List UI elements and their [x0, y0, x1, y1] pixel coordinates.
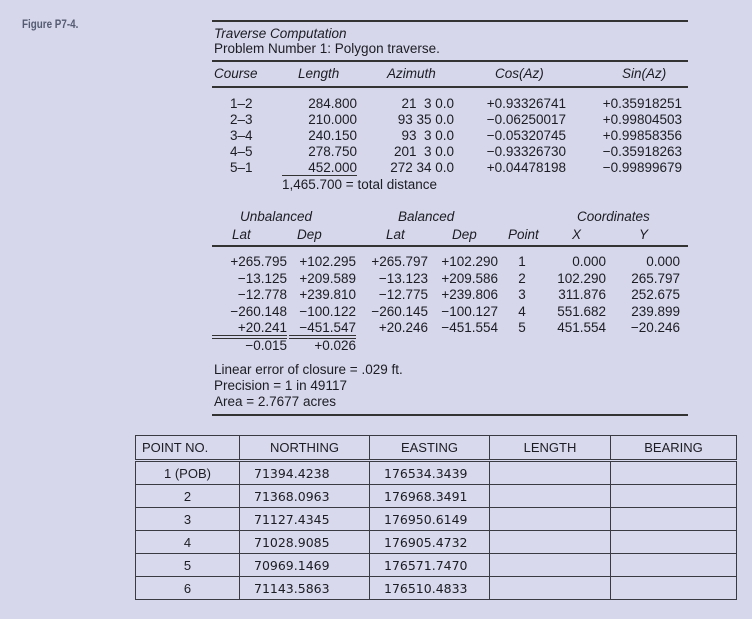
course-cos: −0.93326730 — [486, 144, 566, 159]
unbalanced-dep: +239.810 — [299, 287, 356, 302]
point-number: 1 — [518, 254, 526, 269]
table-row — [136, 554, 737, 577]
course-label: 2–3 — [230, 112, 253, 127]
table-row — [136, 508, 737, 531]
northing-cell: 70969.1469 — [240, 554, 370, 577]
group-balanced: Balanced — [398, 209, 455, 224]
balanced-lat: +265.797 — [371, 254, 428, 269]
unbalanced-lat: −260.148 — [230, 303, 287, 319]
unbalanced-lat: −13.125 — [237, 270, 287, 286]
lat-dep-rule — [212, 245, 688, 247]
unbalanced-lat: −12.778 — [237, 287, 287, 302]
bearing-cell — [611, 554, 737, 577]
sub-header-balanced-lat: Lat — [386, 227, 405, 242]
point-no-cell: 5 — [136, 554, 240, 577]
bearing-cell — [611, 508, 737, 531]
header-northing: NORTHING — [240, 436, 370, 461]
col-header-azimuth: Azimuth — [387, 66, 436, 81]
point-no-cell: 1 (POB) — [136, 461, 240, 485]
bearing-cell — [611, 531, 737, 554]
course-sin: +0.35918251 — [602, 96, 682, 111]
course-azimuth: 93 3 0.0 — [401, 128, 454, 143]
course-azimuth: 201 3 0.0 — [393, 144, 454, 159]
northing-cell: 71368.0963 — [240, 485, 370, 508]
easting-cell: 176571.7470 — [370, 554, 490, 577]
length-cell — [490, 554, 611, 577]
coord-y: 265.797 — [631, 270, 680, 286]
coord-y: 239.899 — [631, 303, 680, 319]
point-no-cell: 4 — [136, 531, 240, 554]
course-azimuth: 21 3 0.0 — [401, 96, 454, 111]
coord-y: −20.246 — [630, 320, 680, 335]
course-label: 3–4 — [230, 128, 253, 143]
bearing-cell — [611, 461, 737, 485]
bearing-cell — [611, 577, 737, 600]
col-header-course: Course — [214, 66, 258, 81]
coord-y: 252.675 — [631, 287, 680, 302]
traverse-title: Traverse Computation — [214, 26, 347, 41]
header-bearing: BEARING — [611, 436, 737, 461]
course-label: 5–1 — [230, 160, 253, 175]
table-row — [136, 531, 737, 554]
balanced-lat: −12.775 — [378, 287, 428, 302]
sum-dep: +0.026 — [289, 338, 356, 353]
easting-cell: 176968.3491 — [370, 485, 490, 508]
sub-header-dep: Dep — [297, 227, 322, 242]
coord-y: 0.000 — [646, 254, 680, 269]
course-label: 4–5 — [230, 144, 253, 159]
coord-x: 102.290 — [557, 270, 606, 286]
point-number: 3 — [518, 287, 526, 302]
unbalanced-dep: +209.589 — [299, 270, 356, 286]
course-sin: +0.99858356 — [602, 128, 682, 143]
course-length: 284.800 — [308, 96, 357, 111]
group-unbalanced: Unbalanced — [240, 209, 313, 224]
northing-cell: 71143.5863 — [240, 577, 370, 600]
course-sin: −0.35918263 — [602, 144, 682, 159]
unbalanced-dep: −451.547 — [289, 321, 356, 336]
balanced-dep: −451.554 — [441, 320, 498, 335]
course-sin: −0.99899679 — [602, 160, 682, 175]
bottom-rule — [212, 414, 688, 416]
header-rule-bottom — [212, 86, 688, 88]
balanced-dep: −100.127 — [441, 303, 498, 319]
point-no-cell: 6 — [136, 577, 240, 600]
northing-cell: 71127.4345 — [240, 508, 370, 531]
top-rule — [212, 20, 688, 22]
point-number: 4 — [518, 303, 526, 319]
sub-header-lat: Lat — [232, 227, 251, 242]
course-label: 1–2 — [230, 96, 253, 111]
course-cos: +0.04478198 — [486, 160, 566, 175]
group-coordinates: Coordinates — [577, 209, 650, 224]
total-distance: 1,465.700 = total distance — [282, 177, 437, 192]
unbalanced-dep: +102.295 — [299, 254, 356, 269]
easting-cell: 176950.6149 — [370, 508, 490, 531]
course-length: 240.150 — [308, 128, 357, 143]
point-number: 2 — [518, 270, 526, 286]
course-cos: +0.93326741 — [486, 96, 566, 111]
course-length: 278.750 — [308, 144, 357, 159]
col-header-sin: Sin(Az) — [622, 66, 667, 81]
length-cell — [490, 531, 611, 554]
balanced-dep: +209.586 — [441, 270, 498, 286]
length-cell — [490, 485, 611, 508]
sub-header-y: Y — [639, 227, 649, 242]
coord-x: 551.682 — [557, 303, 606, 319]
header-point-no: POINT NO. — [136, 436, 240, 461]
col-header-cos: Cos(Az) — [495, 66, 544, 81]
sub-header-x: X — [572, 227, 582, 242]
course-sin: +0.99804503 — [602, 112, 682, 127]
course-length: 452.000 — [282, 161, 357, 176]
course-azimuth: 93 35 0.0 — [397, 112, 454, 127]
point-number: 5 — [518, 320, 526, 335]
course-cos: −0.05320745 — [486, 128, 566, 143]
northing-cell: 71394.4238 — [240, 461, 370, 485]
precision: Precision = 1 in 49117 — [214, 378, 347, 393]
sub-header-balanced-dep: Dep — [452, 227, 477, 242]
bearing-cell — [611, 485, 737, 508]
coordinate-table — [135, 435, 737, 600]
coord-x: 451.554 — [557, 320, 606, 335]
easting-cell: 176905.4732 — [370, 531, 490, 554]
area: Area = 2.7677 acres — [214, 394, 336, 409]
figure-label: Figure P7-4. — [22, 17, 79, 31]
length-cell — [490, 577, 611, 600]
unbalanced-lat: +20.241 — [212, 321, 287, 336]
linear-error: Linear error of closure = .029 ft. — [214, 362, 403, 377]
balanced-lat: −260.145 — [371, 303, 428, 319]
balanced-dep: +102.290 — [441, 254, 498, 269]
sub-header-point: Point — [508, 227, 539, 242]
balanced-lat: −13.123 — [378, 270, 428, 286]
sum-lat: −0.015 — [212, 338, 287, 353]
coord-x: 311.876 — [558, 287, 606, 302]
course-cos: −0.06250017 — [486, 112, 566, 127]
length-cell — [490, 508, 611, 531]
balanced-lat: +20.246 — [378, 320, 428, 335]
header-length: LENGTH — [490, 436, 611, 461]
course-length: 210.000 — [308, 112, 357, 127]
point-no-cell: 2 — [136, 485, 240, 508]
easting-cell: 176510.4833 — [370, 577, 490, 600]
easting-cell: 176534.3439 — [370, 461, 490, 485]
length-cell — [490, 461, 611, 485]
unbalanced-lat: +265.795 — [230, 254, 287, 269]
traverse-subtitle: Problem Number 1: Polygon traverse. — [214, 41, 440, 56]
header-rule-top — [212, 60, 688, 62]
coord-x: 0.000 — [572, 254, 606, 269]
point-no-cell: 3 — [136, 508, 240, 531]
coordinate-table-header — [136, 436, 737, 461]
balanced-dep: +239.806 — [441, 287, 498, 302]
table-row — [136, 485, 737, 508]
header-easting: EASTING — [370, 436, 490, 461]
col-header-length: Length — [298, 66, 340, 81]
northing-cell: 71028.9085 — [240, 531, 370, 554]
table-row — [136, 577, 737, 600]
course-azimuth: 272 34 0.0 — [390, 160, 454, 175]
unbalanced-dep: −100.122 — [299, 303, 356, 319]
table-row — [136, 461, 737, 485]
